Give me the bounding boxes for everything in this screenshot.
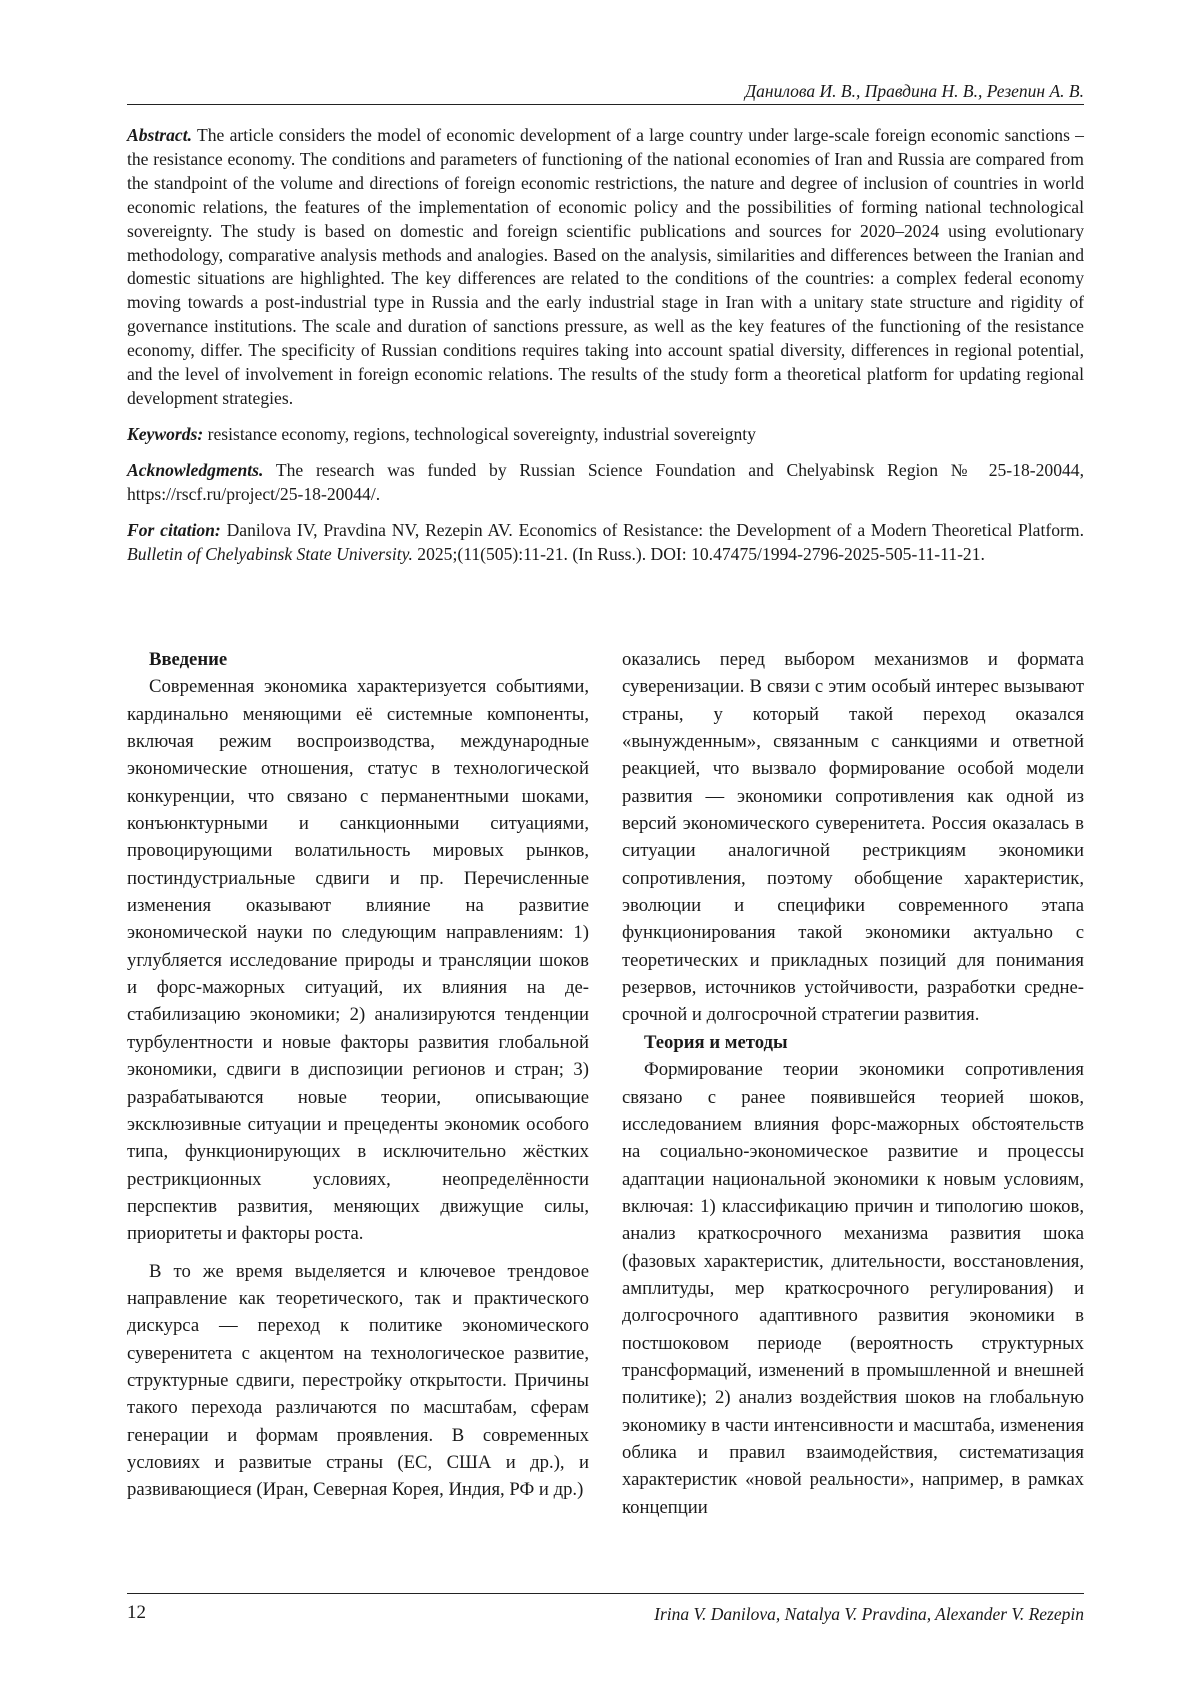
citation-paragraph <box>127 519 1084 567</box>
body-column-right <box>622 646 1084 1521</box>
citation-label: For citation: <box>127 519 221 540</box>
citation-text-before: Danilova IV, Pravdina NV, Rezepin AV. Economics of Resistance: the Development of a Modern Theoretical Platform. <box>226 519 1084 540</box>
body-paragraph: Современная экономика характеризуется событиями, кардинально меняющими её системные компоненты, включая режим воспроизводства, международные экономические отношения, статус в технологической конкуренции, что связано с перманентными шоками, конъюнктурными и санкционными ситуациями, провоцирующими волатильность мировых рынков, постиндустриальные сдвиги и пр. Перечисленные изменения оказывают влияние на развитие экономической науки по следующим направлениям: 1) углубляется исследование природы и трансляции шоков и форс-мажорных ситуаций, их влияния на дестабилизацию экономики; 2) анализируются тенденции турбулентности и новые факторы развития глобальной экономики, сдвиги в диспозиции регионов и стран; 3) разрабатываются новые теории, описывающие эксклюзивные ситуации и прецеденты экономик особого типа, функционирующих в исключительно жёстких рестрикционных условиях, неопределённости перспектив развития, меняющих движущие силы, приоритеты и факторы роста. <box>127 676 589 1245</box>
running-head-authors: Данилова И. В., Правдина Н. В., Резепин А. В. <box>745 81 1084 101</box>
header-rule <box>127 104 1084 105</box>
abstract-text: The article considers the model of economic development of a large country under large-scale foreign economic sanctions – the resistance economy. The conditions and parameters of functioning of the national economies of Iran and Russia are compared from the standpoint of the volume and directions of foreign economic restrictions, the nature and degree of inclusion of countries in world economic relations, the features of the implementation of economic policy and the possibilities of forming national technological sovereignty. The study is based on domestic and foreign scientific publications and sources for 2020–2024 using evolutionary methodology, comparative analysis methods and analogies. Based on the analysis, similarities and differences between the Iranian and domestic situations are highlighted. The key differences are related to the conditions of the countries: a complex federal economy moving towards a post-industrial type in Russia and the early industrial stage in Iran with a unitary state structure and rigidity of governance institutions. The scale and duration of sanctions pressure, as well as the key features of the functioning of the resistance economy, differ. The specificity of Russian conditions requires taking into account spatial diversity, differences in regional potential, and the level of involvement in foreign economic relations. The results of the study form a theoretical platform for updating regional development strategies. <box>127 125 1084 408</box>
acknowledgments-paragraph <box>127 459 1084 507</box>
abstract-label: Abstract. <box>127 125 193 145</box>
keywords-label: Keywords: <box>127 423 204 444</box>
body-paragraph: Формирование теории экономики сопротивления связано с ранее появившейся теорией шоков, исследованием влияния форс-мажорных обстоятельств на социально-экономическое развитие и процессы адаптации национальной экономики к новым условиям, включая: 1) классификацию причин и типологию шоков, анализ краткосрочного механизма развития шока (фазовых характеристик, длительности, восстановления, амплитуды, мер краткосрочного регулирования) и долгосрочного адаптивного развития экономики в постшоковом периоде (вероятность структурных трансформаций, изменений в промышленной и внешней политике); 2) анализ воздействия шоков на глобальную экономику в части интенсивности и масштаба, изменения облика и правил взаимодействия, систематизация характеристик «новой реальности», например, в рамках концепции <box>622 1059 1084 1518</box>
abstract-paragraph <box>127 124 1084 411</box>
footer-authors: Irina V. Danilova, Natalya V. Pravdina, Alexander V. Rezepin <box>654 1604 1084 1624</box>
keywords-text: resistance economy, regions, technological sovereignty, industrial sovereignty <box>207 423 756 444</box>
keywords-paragraph <box>127 423 1084 447</box>
body-paragraph-continued: оказались перед выбором механизмов и формата суверенизации. В связи с этим особый интерес вызывают страны, у который такой переход оказался «вынужденным», связанным с санкциями и ответной реакцией, что вызвало формирование особой модели развития — экономики сопротивления как одной из версий экономического суверенитета. Россия оказалась в ситуации аналогичной рестрикциям экономики сопротивления, поэтому обобщение характеристик, эволюции и специфики современного этапа функционирования такой экономики актуально с теоретических и прикладных позиций для понимания резервов, источников устойчивости, разработки среднесрочной и долгосрочной стратегии развития. <box>622 649 1084 1026</box>
body-column-left <box>127 646 589 1504</box>
footer-rule <box>127 1593 1084 1594</box>
citation-journal: Bulletin of Chelyabinsk State University. <box>127 543 413 564</box>
section-heading-theory-methods: Теория и методы <box>644 1031 788 1053</box>
acknowledgments-text: The research was funded by Russian Science Foundation and Chelyabinsk Region № 25-18-20044, https://rscf.ru/project/25-18-20044/. <box>127 459 1084 504</box>
page-number: 12 <box>127 1602 146 1623</box>
acknowledgments-label: Acknowledgments. <box>127 459 264 480</box>
body-paragraph: В то же время выделяется и ключевое трендовое направление как теоретического, так и практического дискурса — переход к политике экономического суверенитета с акцентом на технологическое развитие, структурные сдвиги, перестройку открытости. Причины такого перехода различаются по масштабам, сферам генерации и формам проявления. В современных условиях и развитые страны (ЕС, США и др.), и развивающиеся (Иран, Северная Корея, Индия, РФ и др.) <box>127 1260 589 1501</box>
section-heading-introduction: Введение <box>149 649 228 670</box>
front-matter <box>127 124 1084 566</box>
citation-text-after: 2025;(11(505):11-21. (In Russ.). DOI: 10.47475/1994-2796-2025-505-11-11-21. <box>417 543 985 564</box>
